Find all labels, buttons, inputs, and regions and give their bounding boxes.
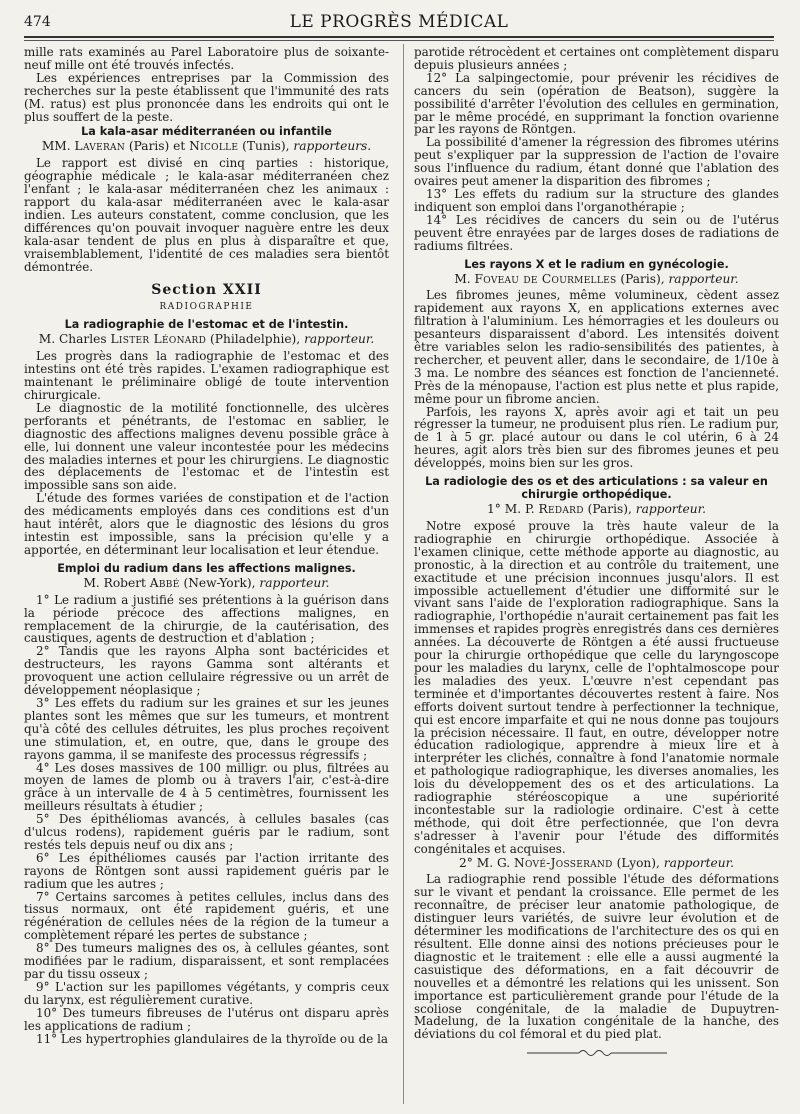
rapporteur-line: [24, 140, 389, 153]
header-rule: [24, 36, 774, 38]
rapporteur-line: [414, 503, 779, 516]
paragraph: Le diagnostic de la motilité fonctionnelle, des ulcères perforants et pénétrants, de l'estomac en sablier, le diagnostic des affections malignes devenu possible grâce à elle, lui donnent une valeur incontestée pour les médecins des maladies internes et pour les chirurgiens. Le diagnostic des déplacements de l'estomac et de l'intestin est impossible sans son aide.: [24, 400, 389, 493]
rapporteur-city: (Paris),: [587, 502, 632, 517]
list-item: 5° Des épithéliomas avancés, à cellules basales (cas d'ulcus rodens), rapidement guéris par le radium, sont restés tels depuis neuf ou dix ans ;: [24, 812, 389, 852]
article-heading: La radiographie de l'estomac et de l'intestin.: [64, 318, 349, 332]
rapporteur-name: Lister Léonard: [110, 332, 207, 347]
rapporteur-role: rapporteur.: [635, 502, 706, 517]
column-divider: [403, 44, 404, 1104]
list-item: 6° Les épithéliomes causés par l'action irritante des rayons de Röntgen sont aussi rapidement guéris par le radium que les autres ;: [24, 850, 389, 891]
rapporteur-role: rapporteur.: [668, 271, 739, 286]
list-item: 1° Le radium a justifié ses prétentions à la guérison dans la période précoce des affections malignes, en remplacement de la chirurgie, de la cautérisation, des caustiques, agents de destruction et d'ablation ;: [24, 592, 389, 646]
rapporteur-role: rapporteur.: [304, 332, 375, 347]
list-item: 11° Les hypertrophies glandulaires de la thyroïde ou de la: [36, 1031, 388, 1046]
rapporteur-city: (Philadelphie),: [210, 332, 301, 347]
rapporteur-name: Abbé: [149, 575, 180, 590]
page-number: 474: [24, 14, 51, 30]
rapporteur-prefix: M.: [454, 271, 471, 286]
section-subtitle: RADIOGRAPHIE: [159, 301, 254, 312]
list-item: 2° Tandis que les rayons Alpha sont bactéricides et destructeurs, les rayons Gamma sont altérants et provoquent une action cellulaire régressive ou un arrêt de développement néoplasique ;: [24, 644, 389, 698]
paragraph: Le rapport est divisé en cinq parties : historique, géographie médicale ; le kala-asar méditerranéen chez l'enfant ; le kala-asar méditerranéen chez les animaux : rapport du kala-asar méditerranéen avec le kala-asar indien. Les auteurs constatent, comme conclusion, que les différences qu'on pouvait invoquer naguère entre les deux kala-asar tendent de plus en plus à disparaître et que, vraisemblablement, l'identité de ces maladies sera bientôt démontrée.: [24, 156, 389, 274]
running-title: LE PROGRÈS MÉDICAL: [289, 12, 509, 32]
list-item: La possibilité d'amener la régression des fibromes utérins peut s'expliquer par la suppression de l'action de l'ovaire sous l'influence du radium, étant donné que l'ablation des ovaires peut amener la disparition des fibromes ;: [414, 135, 779, 189]
rapporteur-line: [24, 577, 389, 590]
rapporteur-line: [414, 857, 779, 870]
end-ornament: [527, 1047, 667, 1059]
paragraph: Les fibromes jeunes, même volumineux, cèdent assez rapidement aux rayons X, en applications externes avec filtration à l'aluminium. Les hémorragies et les douleurs ou pesanteurs disparaissent d'abord. Les intensités doivent être variables selon les radio-sensibilités des patientes, à rechercher, et peuvent aller, dans le secondaire, de 1/10e à 3 ma. Le nombre des séances est fonction de l'ancienneté. Près de la ménopause, l'action est plus nette et plus rapide, même pour un fibrome ancien.: [414, 288, 779, 406]
rapporteur-name: Laveran: [74, 139, 126, 154]
rapporteur-prefix: M. Charles: [38, 332, 107, 347]
rapporteur-role: rapporteur.: [663, 855, 734, 870]
list-item: 14° Les récidives de cancers du sein ou de l'utérus peuvent être enrayées par de larges doses de radiations de radiums filtrées.: [414, 212, 779, 253]
rapporteur-city: (New-York),: [183, 575, 256, 590]
rapporteur-prefix: MM.: [41, 139, 71, 154]
rapporteur-role: rapporteur.: [259, 575, 330, 590]
rapporteur-city: (Paris) et: [128, 139, 186, 154]
rapporteur-line: [24, 333, 389, 346]
list-item: 7° Certains sarcomes à petites cellules, inclus dans des tissus normaux, ont été rapidement guéris, et une régénération de cellules nées de la région de la tumeur a complètement réparé les pertes de substance ;: [24, 889, 389, 943]
right-column: [414, 46, 779, 1059]
rapporteur-city: (Paris),: [620, 271, 665, 286]
rapporteur-name: Redard: [538, 502, 584, 517]
rapporteur-prefix: 2° M. G.: [459, 855, 511, 870]
rapporteur-city: (Lyon),: [616, 855, 660, 870]
left-column: [24, 46, 389, 1045]
rapporteur-city: (Tunis),: [242, 139, 290, 154]
list-item: 10° Des tumeurs fibreuses de l'utérus ont disparu après les applications de radium ;: [24, 1005, 389, 1033]
rapporteur-prefix: 1° M. P.: [487, 502, 535, 517]
article-heading: La radiologie des os et des articulations : sa valeur en chirurgie orthopédique.: [425, 475, 768, 502]
list-item: 12° La salpingectomie, pour prévenir les récidives de cancers du sein (opération de Beatson), suggère la possibilité d'arrêter l'évolution des cellules en germination, par le même procédé, en supprimant la fonction ovarienne par les rayons de Röntgen.: [414, 70, 779, 137]
paragraph: Les expériences entreprises par la Commission des recherches sur la peste établissent que l'immunité des rats (M. ratus) est plus prononcée dans les endroits qui ont le plus souffert de la peste.: [24, 70, 389, 124]
paragraph: parotide rétrocèdent et certaines ont complètement disparu depuis plusieurs années ;: [414, 45, 779, 72]
section-title: Section XXII: [151, 281, 262, 298]
rapporteur-role: rapporteurs.: [293, 139, 372, 154]
rapporteur-name: Foveau de Courmelles: [474, 271, 617, 286]
list-item: 8° Des tumeurs malignes des os, à cellules géantes, sont modifiées par le radium, disparaissent, et sont remplacées par du tissu osseux ;: [24, 941, 389, 981]
article-heading: Emploi du radium dans les affections malignes.: [57, 561, 356, 575]
article-heading: Les rayons X et le radium en gynécologie.: [464, 257, 729, 271]
rapporteur-name: Nové-Josserand: [514, 855, 613, 870]
list-item: 9° L'action sur les papillomes végétants, y compris ceux du larynx, est régulièrement curative.: [24, 979, 389, 1007]
paragraph: L'étude des formes variées de constipation et de l'action des médicaments employés dans ces conditions est d'un haut intérêt, alors que le diagnostic des lésions du gros intestin est impossible, sans la précision qu'elle y a apportée, en déterminant leur localisation et leur étendue.: [24, 491, 389, 557]
rapporteur-line: [414, 273, 779, 286]
paragraph: Les progrès dans la radiographie de l'estomac et des intestins ont été très rapides. L'examen radiographique est maintenant le préliminaire obligé de toute intervention chirurgicale.: [24, 349, 389, 403]
header-rule-thin: [24, 40, 774, 41]
paragraph: Notre exposé prouve la très haute valeur de la radiographie en chirurgie orthopédique. Associée à l'examen clinique, cette méthode apporte au diagnostic, au pronostic, à la direction et au contrôle du traitement, une exactitude et une précision inconnues jusqu'alors. Il est impossible actuellement d'étudier une difformité sur le vivant sans l'aide de l'exploration radiographique. Sans la radiographie, l'orthopédie n'aurait certainement pas fait les immenses et rapides progrès enregistrés dans ces dernières années. La découverte de Röntgen a été aussi fructueuse pour la chirurgie orthopédique que celle du laryngoscope pour les maladies du larynx, celle de l'ophtalmoscope pour les maladies des yeux. L'œuvre n'est cependant pas terminée et d'importantes découvertes restent à faire. Nos efforts doivent surtout tendre à perfectionner la technique, qui est encore imparfaite et qui ne nous donne pas toujours la précision nécessaire. Il faut, en outre, développer notre éducation radiologique, apprendre à mieux lire et à interpréter les clichés, connaître à fond l'anatomie normale et pathologique radiographique, les diverses anomalies, les lois du développement des os et des articulations. La radiographie stéréoscopique a une supériorité incontestable sur la radiologie ordinaire. C'est à cette méthode, qui doit être perfectionnée, que l'on devra s'adresser à l'avenir pour l'étude des difformités congénitales et acquises.: [414, 519, 779, 856]
list-item: 13° Les effets du radium sur la structure des glandes indiquent son emploi dans l'organothérapie ;: [414, 186, 779, 214]
paragraph: mille rats examinés au Parel Laboratoire plus de soixante-neuf mille ont été trouvés infectés.: [24, 45, 389, 72]
page-header: [24, 10, 774, 34]
article-heading: La kala-asar méditerranéen ou infantile: [81, 125, 332, 139]
paragraph: Parfois, les rayons X, après avoir agi et tait un peu régresser la tumeur, ne produisent plus rien. Le radium pur, de 1 à 5 gr. placé autour ou dans le col utérin, 6 à 24 heures, agit alors très bien sur des fibromes jeunes et peu développés, moins bien sur les gros.: [414, 404, 779, 471]
rapporteur-prefix: M. Robert: [83, 575, 146, 590]
list-item: 4° Les doses massives de 100 milligr. ou plus, filtrées au moyen de lames de plomb ou à travers l'air, c'est-à-dire grâce à un intervalle de 4 à 5 centimètres, fournissent les meilleurs résultats à étudier ;: [24, 760, 389, 814]
list-item: 3° Les effets du radium sur les graines et sur les jeunes plantes sont les mêmes que sur les tumeurs, et montrent qu'à côté des cellules détruites, les plus proches reçoivent une stimulation, et, en outre, que, dans le groupe des rayons gamma, il se manifeste des processus régressifs ;: [24, 695, 389, 762]
paragraph: La radiographie rend possible l'étude des déformations sur le vivant et pendant la croissance. Elle permet de les reconnaître, de préciser leur anatomie pathologique, de distinguer leurs variétés, de suivre leur évolution et de déterminer les modifications de l'architecture des os qui en résultent. Elle donne ainsi des notions précieuses pour le diagnostic et le traitement : elle elle a aussi augmenté la casuistique des déformations, en a fait découvrir de nouvelles et a démontré les relations qui les unissent. Son importance est particulièrement grande pour l'étude de la scoliose congénitale, de la maladie de Dupuytren-Madelung, de la luxation congénitale de la hanche, des déviations du col fémoral et du pied plat.: [414, 872, 779, 1042]
rapporteur-name: Nicolle: [189, 139, 239, 154]
